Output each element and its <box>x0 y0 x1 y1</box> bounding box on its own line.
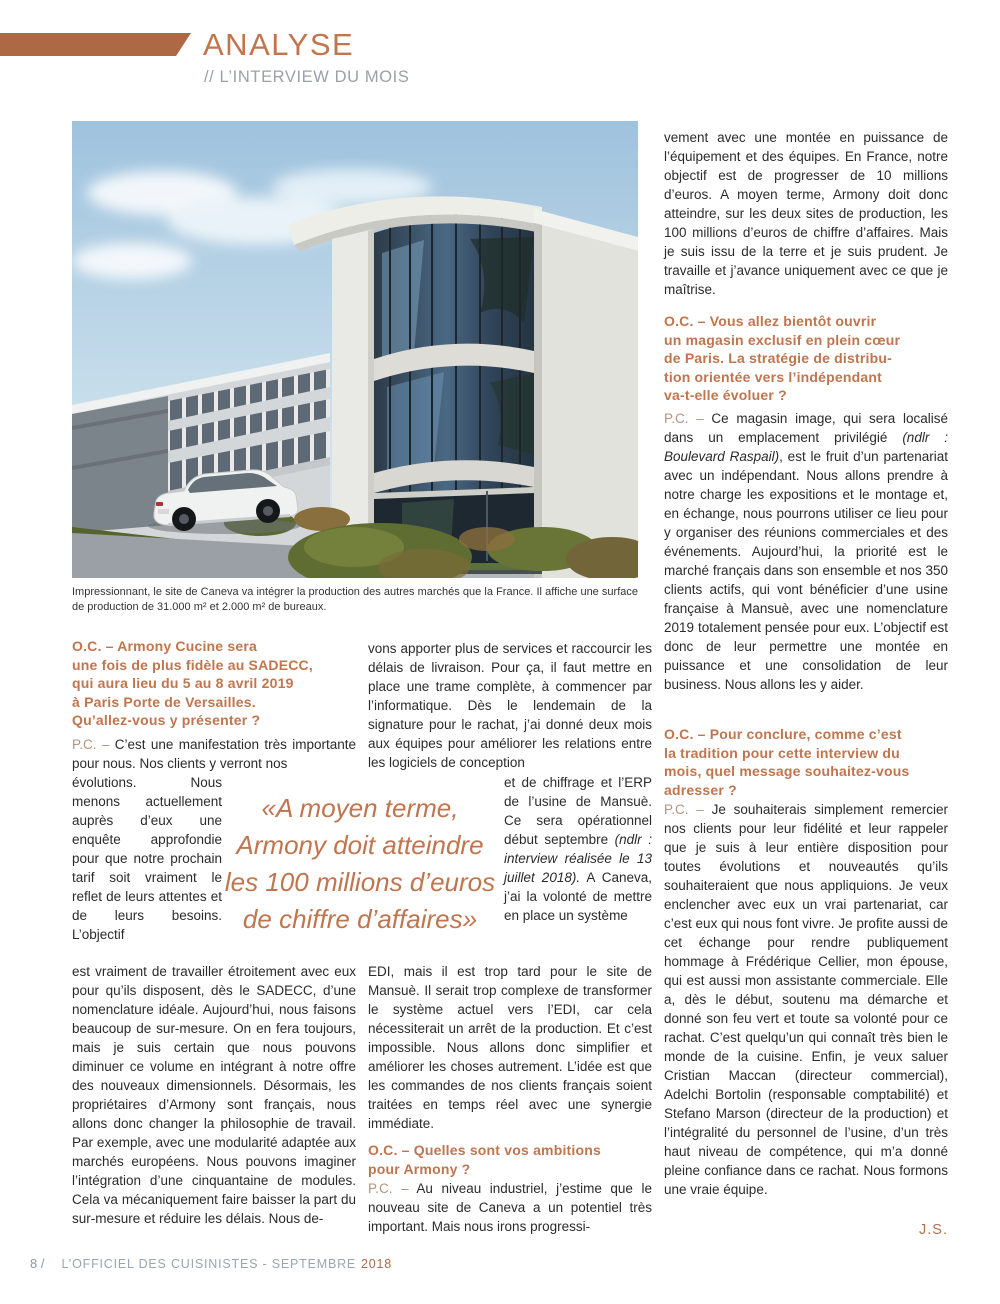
question-line: va-t-elle évoluer ? <box>664 387 787 404</box>
paragraph-text: et de chiffrage et l’ERP de l’usine de Mansuè. Ce sera opérationnel début septembre <box>504 775 652 847</box>
body-paragraph <box>368 962 652 1133</box>
answer-paragraph <box>72 962 356 1228</box>
editor-note: (ndlr : interview réalisée le 13 juillet 2018). <box>504 832 652 885</box>
paragraph-text: est vraiment de travailler étroitement avec eux pour qu’ils disposent, dès le SADECC, d’une nomenclature idéale. Aujourd’hui, nous faisons beaucoup de sur-mesure. On en fera toujours, mais je suis certain que nous pouvons diminuer ce volume en intégrant à notre offre des nouveaux dimensionnels. Désormais, les propriétaires d’Armony sont français, nous allons donc changer la philosophie de travail. Par exemple, avec une modularité adaptée aux marchés européens. Nous pouvons imaginer l’intégration d’une cinquantaine de modules. Cela va mécaniquement faire baisser la part du sur-mesure et réduire les délais. Nous de- <box>72 964 356 1226</box>
body-paragraph <box>664 128 948 299</box>
pull-quote-line: Armony doit atteindre <box>236 830 484 860</box>
question-heading-left <box>72 637 313 730</box>
paragraph-text: vement avec une montée en puissance de l’équipement et des équipes. En France, notre objectif est de progresser de 10 millions d’euros. A moyen terme, Armony doit donc atteindre, sur les deux sites de production, les 100 millions d’euros de chiffre d’affaires. Mais je suis issu de la terre et je suis prudent. Je travaille et j’avance uniquement avec ce que je maîtrise. <box>664 130 948 297</box>
paragraph-text: Ce magasin image, qui sera localisé dans un emplacement privilégié <box>664 411 948 445</box>
question-heading-right-1 <box>664 312 900 405</box>
paragraph-text: Au niveau industriel, j’estime que le nouveau site de Caneva a un potentiel très important. Mais nous irons progressi- <box>368 1181 653 1234</box>
speaker-prefix: P.C. – <box>664 411 712 426</box>
answer-paragraph <box>368 1179 652 1236</box>
paragraph-text: EDI, mais il est trop tard pour le site de Mansuè. Il serait trop complexe de transformer le système actuel vers l’EDI, car cela nécessiterait un arrêt de la production. Et c’est impossible. Nous allons donc simplifier et améliorer les choses autrement. L’idée est que les commandes de nos clients français soient traitées en temps réel avec une synergie immédiate. <box>368 964 652 1131</box>
section-tag-bar <box>0 33 191 56</box>
paragraph-text: vons apporter plus de services et raccourcir les délais de livraison. Pour ça, il faut mettre en place une trame complète, à commencer par l’informatique. Dès le lendemain de la signature pour le rachat, j’ai donné deux mois aux équipes pour améliorer les relations entre les logiciels de conception <box>368 641 652 770</box>
speaker-prefix: P.C. – <box>72 737 115 752</box>
question-line: une fois de plus fidèle au SADECC, <box>72 656 313 673</box>
question-line: O.C. – Armony Cucine sera <box>72 638 257 654</box>
section-title: ANALYSE <box>203 27 355 62</box>
question-line: la tradition pour cette interview du <box>664 744 900 761</box>
pull-quote-line: «A moyen terme, <box>261 793 459 823</box>
question-line: mois, quel message souhaitez-vous <box>664 763 910 780</box>
question-line: tion orientée vers l’indépendant <box>664 368 882 385</box>
building-photo <box>72 121 638 578</box>
answer-paragraph <box>664 409 948 694</box>
question-line: adresser ? <box>664 781 737 798</box>
body-paragraph <box>368 639 652 772</box>
question-line: un magasin exclusif en plein cœur <box>664 331 901 348</box>
pull-quote <box>210 790 510 938</box>
page-footer <box>30 1256 392 1271</box>
question-line: à Paris Porte de Versailles. <box>72 693 256 710</box>
speaker-prefix: P.C. – <box>368 1181 417 1196</box>
question-line: O.C. – Vous allez bientôt ouvrir <box>664 313 877 329</box>
question-heading-right-2 <box>664 725 909 799</box>
question-line: qui aura lieu du 5 au 8 avril 2019 <box>72 675 294 692</box>
paragraph-text: A Caneva, j’ai la volonté de mettre en place un système <box>504 870 652 923</box>
magazine-title: L’OFFICIEL DES CUISINISTES - SEPTEMBRE <box>61 1257 357 1271</box>
issue-year: 2018 <box>361 1257 393 1271</box>
author-initials: J.S. <box>919 1222 948 1238</box>
answer-paragraph-narrow <box>72 773 222 944</box>
building-photo-illustration <box>72 121 638 578</box>
question-line: pour Armony ? <box>368 1160 471 1177</box>
paragraph-text: , est le fruit d’un partenariat avec un indépendant. Nous allons prendre à notre charge les expositions et le montage et, en échange, nous pourrons utiliser ce lieu pour y organiser des réunions commerciales et des événements. Aujourd’hui, la priorité est le marché français dans son ensemble et nos 350 clients actifs, qui vont bénéficier d’une usine française à Mansuè, avec une nomenclature 2019 totalement pensée pour eux. L’objectif est donc de leur permettre une montée en puissance et une consolidation de leur business. Nous allons les y aider. <box>664 449 949 692</box>
photo-caption: Impressionnant, le site de Caneva va intégrer la production des autres marchés que la France. Il affiche une surface de production de 31.000 m² et 2.000 m² de bureaux. <box>72 586 638 613</box>
question-heading-middle <box>368 1141 601 1178</box>
body-paragraph-narrow <box>504 773 652 925</box>
answer-paragraph <box>72 735 356 773</box>
editor-note: (ndlr : Boulevard Raspail) <box>664 430 948 464</box>
pull-quote-line: les 100 millions d’euros <box>224 867 496 897</box>
answer-paragraph <box>664 800 948 1199</box>
subsection-title: // L’INTERVIEW DU MOIS <box>204 68 410 86</box>
page-number: 8 / <box>30 1256 45 1271</box>
paragraph-text: Je souhaiterais simplement remercier nos clients pour leur fidélité et leur rappeler que je suis à leur entière disposition pour toutes évolutions et nouveautés qu’ils souhaiteraient que nous appliquions. Je veux enclencher avec eux un vrai partenariat, car c’est eux qui nous font vivre. Je profite aussi de cet échange pour rendre publiquement hommage à Frédérique Cellier, mon épouse, qui est aussi mon assistante commerciale. Elle a, dès le début, soutenu ma démarche et donné son feu vert et toute sa volonté pour ce rachat. C’est quelqu’un qui connaît très bien le monde de la cuisine. Enfin, je veux saluer Cristian Maccan (directeur commercial), Adelchi Bortolin (responsable comptabilité) et Stefano Marson (directeur de la production) et l’intégralité du personnel de l’usine, d’un très haut niveau de compétence, qui m’a donné pleine confiance dans ce rachat. Nous formons une vraie équipe. <box>664 802 948 1197</box>
paragraph-text: C’est une manifestation très importante pour nous. Nos clients y verront nos <box>72 737 356 771</box>
question-line: O.C. – Pour conclure, comme c’est <box>664 726 902 742</box>
speaker-prefix: P.C. – <box>664 802 712 817</box>
question-line: O.C. – Quelles sont vos ambitions <box>368 1142 601 1158</box>
pull-quote-line: de chiffre d’affaires» <box>242 904 478 934</box>
question-line: de Paris. La stratégie de distribu- <box>664 350 892 367</box>
question-line: Qu’allez-vous y présenter ? <box>72 712 261 729</box>
paragraph-text: évolutions. Nous menons actuellement auprès d’eux une enquête approfondie pour que notre prochain tarif soit vraiment le reflet de leurs attentes et de leurs besoins. L’objectif <box>72 775 222 942</box>
